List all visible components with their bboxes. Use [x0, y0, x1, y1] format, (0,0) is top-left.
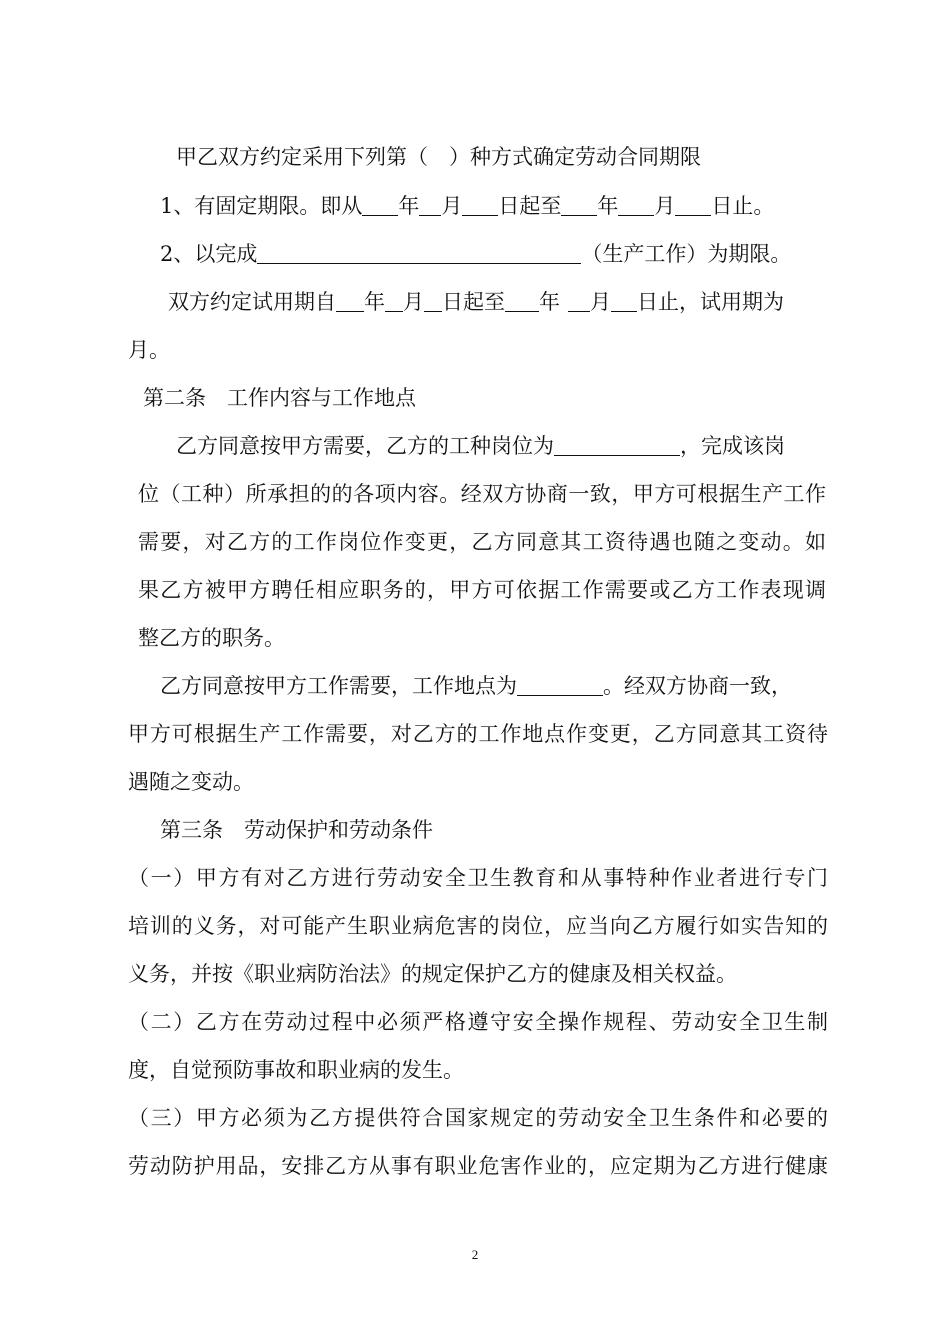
- article3-item1-line3: 义务，并按《职业病防治法》的规定保护乙方的健康及相关权益。: [128, 962, 737, 986]
- article2-p1-line5: 整乙方的职务。: [138, 626, 285, 650]
- blank-probation-end-month: [568, 289, 590, 312]
- term-fixed-line: 1、有固定期限。即从 年 月 日起至 年 月 日止。: [160, 194, 775, 218]
- article2-p1-line2: 位（工种）所承担的的各项内容。经双方协商一致，甲方可根据生产工作: [138, 482, 826, 506]
- blank-end-day: [675, 193, 711, 216]
- blank-probation-start-day: [424, 289, 442, 312]
- article2-p1-line1: 乙方同意按甲方需要，乙方的工种岗位为 ，完成该岗: [176, 434, 785, 458]
- article2-p2-line2: 甲方可根据生产工作需要，对乙方的工作地点作变更，乙方同意其工资待: [128, 722, 828, 746]
- blank-start-day: [462, 193, 498, 216]
- probation-line-2: 月。: [128, 338, 170, 362]
- blank-start-month: [419, 193, 441, 216]
- blank-probation-end-day: [611, 289, 637, 312]
- blank-probation-start-year: [336, 289, 364, 312]
- probation-line: 双方约定试用期自 年 月 日起至 年 月 日止，试用期为: [168, 290, 784, 314]
- blank-probation-end-year: [505, 289, 539, 312]
- article3-item1-line2: 培训的义务，对可能产生职业病危害的岗位，应当向乙方履行如实告知的: [128, 914, 828, 938]
- article2-p2-line3: 遇随之变动。: [128, 770, 254, 794]
- article3-item1-line1: （一）甲方有对乙方进行劳动安全卫生教育和从事特种作业者进行专门: [128, 866, 828, 890]
- article2-p1-line3: 需要，对乙方的工作岗位作变更，乙方同意其工资待遇也随之变动。如: [138, 530, 826, 554]
- blank-probation-start-month: [385, 289, 403, 312]
- article2-p1-line4: 果乙方被甲方聘任相应职务的，甲方可依据工作需要或乙方工作表现调: [138, 578, 826, 602]
- blank-end-month: [618, 193, 654, 216]
- term-task-line: 2、以完成 （生产工作）为期限。: [160, 242, 792, 266]
- blank-start-year: [362, 193, 398, 216]
- term-intro: 甲乙双方约定采用下列第（ ）种方式确定劳动合同期限: [176, 145, 701, 169]
- page-number: 2: [471, 1247, 479, 1262]
- blank-end-year: [561, 193, 597, 216]
- article3-item3-line2: 劳动防护用品，安排乙方从事有职业危害作业的，应定期为乙方进行健康: [128, 1154, 828, 1178]
- article3-item3-line1: （三）甲方必须为乙方提供符合国家规定的劳动安全卫生条件和必要的: [128, 1106, 828, 1130]
- article2-p2-line1: 乙方同意按甲方工作需要，工作地点为 。经双方协商一致，: [160, 674, 792, 698]
- blank-task: [257, 241, 581, 264]
- blank-work-location: [517, 673, 603, 696]
- blank-job-position: [554, 433, 680, 456]
- article3-item2-line2: 度，自觉预防事故和职业病的发生。: [128, 1058, 464, 1082]
- article2-heading: 第二条 工作内容与工作地点: [143, 386, 416, 410]
- article3-heading: 第三条 劳动保护和劳动条件: [160, 818, 433, 842]
- article3-item2-line1: （二）乙方在劳动过程中必须严格遵守安全操作规程、劳动安全卫生制: [128, 1010, 828, 1034]
